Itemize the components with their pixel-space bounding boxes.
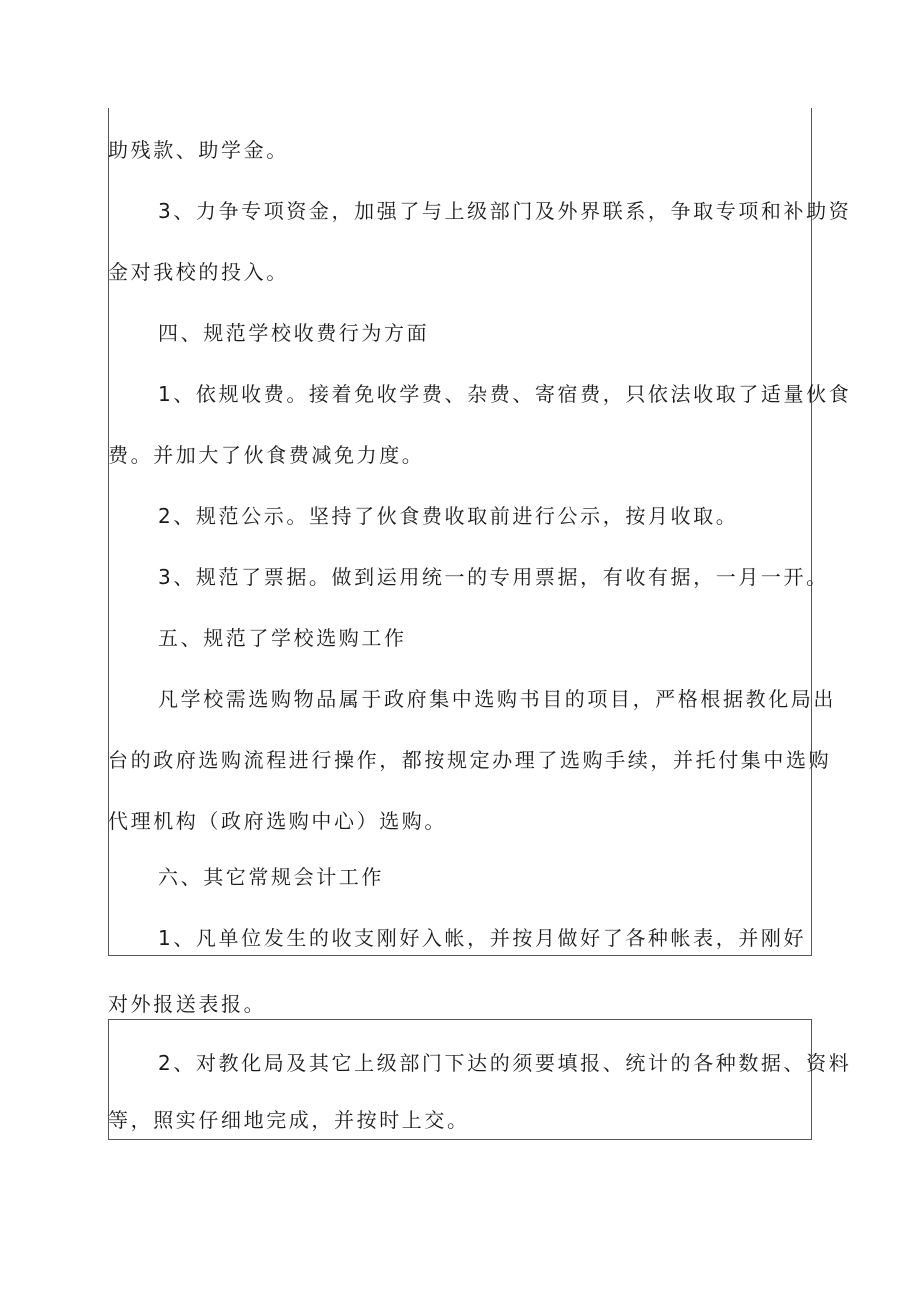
paragraph-line: 等，照实仔细地完成，并按时上交。 xyxy=(108,1108,470,1132)
paragraph-line: 助残款、助学金。 xyxy=(108,138,289,162)
paragraph-line: 3、力争专项资金，加强了与上级部门及外界联系，争取专项和补助资 xyxy=(158,199,852,223)
paragraph-line: 凡学校需选购物品属于政府集中选购书目的项目，严格根据教化局出 xyxy=(158,687,836,711)
paragraph-line: 金对我校的投入。 xyxy=(108,260,289,284)
paragraph-line: 台的政府选购流程进行操作，都按规定办理了选购手续，并托付集中选购 xyxy=(108,748,832,772)
paragraph-line: 2、对教化局及其它上级部门下达的须要填报、统计的各种数据、资料 xyxy=(158,1051,852,1075)
paragraph-line: 代理机构（政府选购中心）选购。 xyxy=(108,809,447,833)
paragraph-line: 1、依规收费。接着免收学费、杂费、寄宿费，只依法收取了适量伙食 xyxy=(158,382,852,406)
section-heading: 四、规范学校收费行为方面 xyxy=(158,321,430,345)
paragraph-line: 1、凡单位发生的收支刚好入帐，并按月做好了各种帐表，并刚好 xyxy=(158,926,807,950)
paragraph-line: 2、规范公示。坚持了伙食费收取前进行公示，按月收取。 xyxy=(158,504,739,528)
paragraph-line: 对外报送表报。 xyxy=(108,992,267,1016)
section-heading: 五、规范了学校选购工作 xyxy=(158,626,407,650)
section-heading: 六、其它常规会计工作 xyxy=(158,865,384,889)
paragraph-line: 3、规范了票据。做到运用统一的专用票据，有收有据，一月一开。 xyxy=(158,565,829,589)
paragraph-line: 费。并加大了伙食费减免力度。 xyxy=(108,443,425,467)
